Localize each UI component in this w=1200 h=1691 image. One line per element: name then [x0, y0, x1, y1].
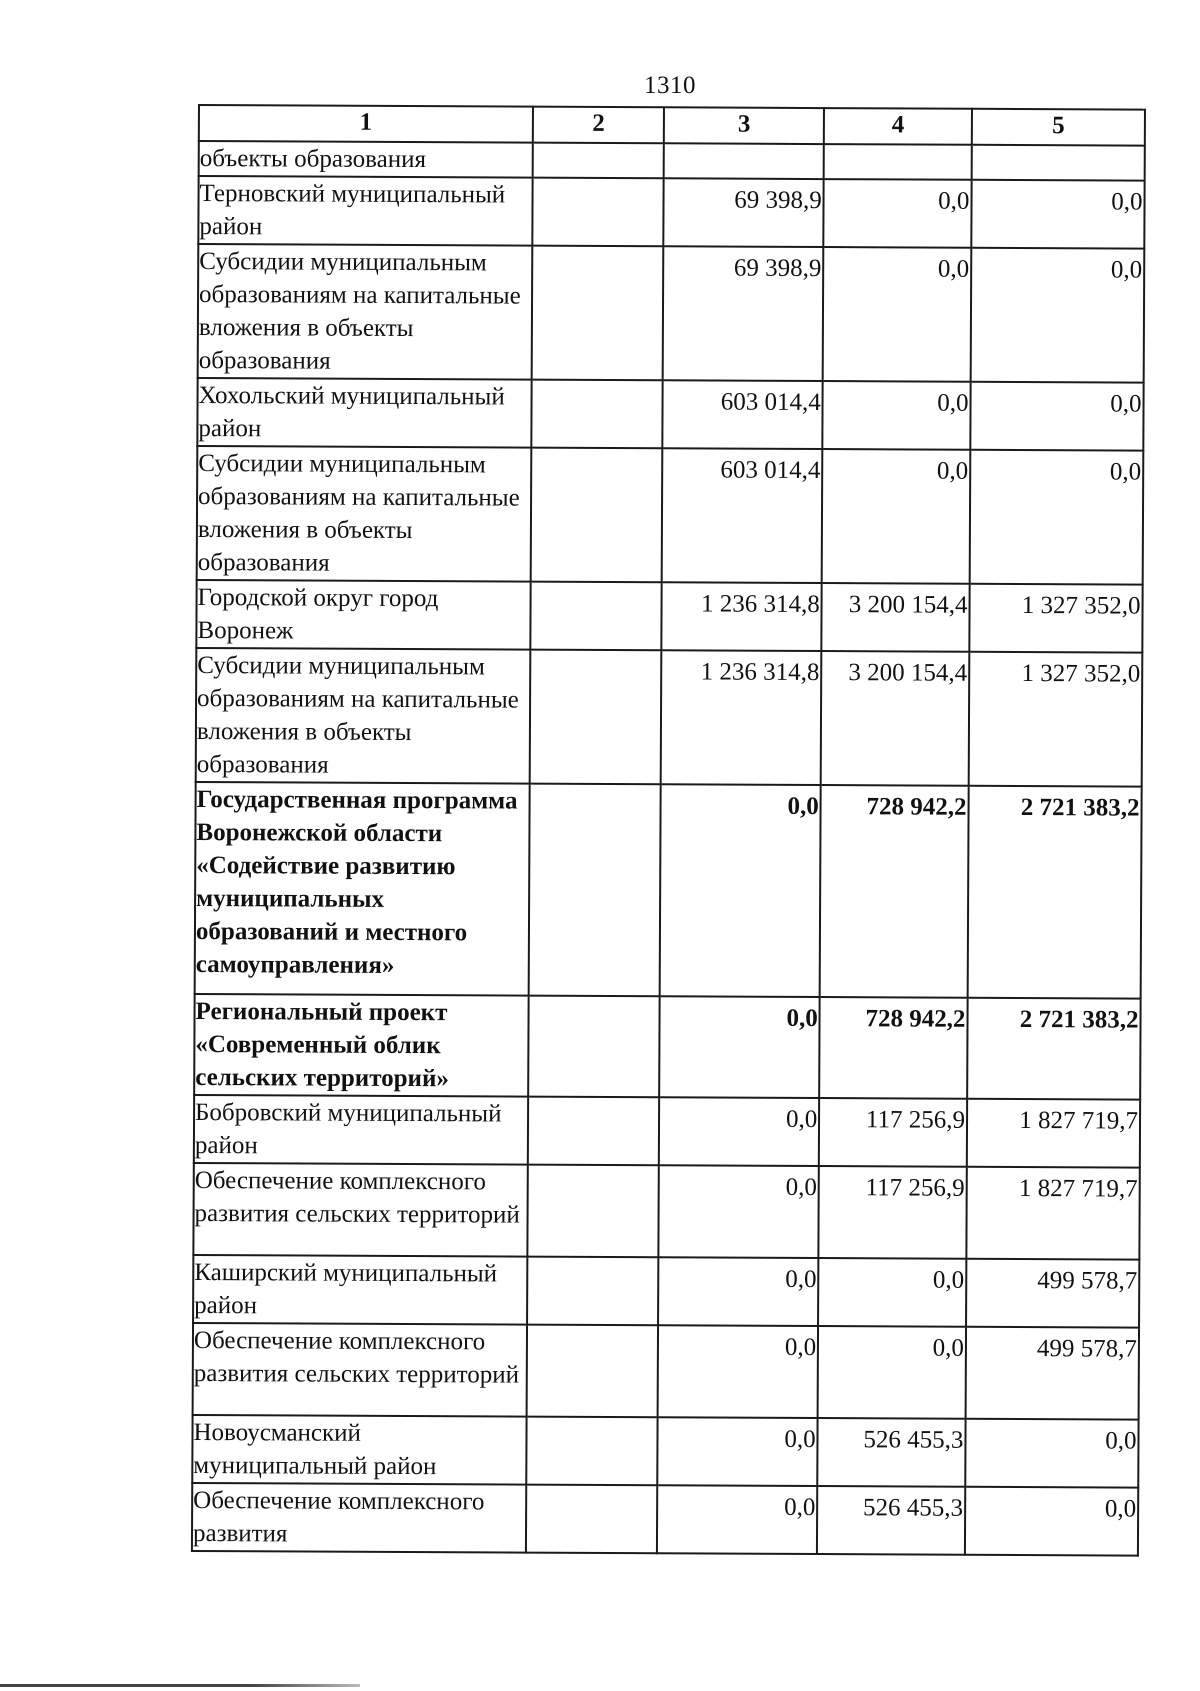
row-col4-cell: 728 942,2 — [820, 785, 969, 998]
row-col2-cell — [531, 448, 663, 583]
row-name-cell: Каширский муниципальный район — [193, 1255, 527, 1325]
row-name-cell: Обеспечение комплексного развития сельских территорий — [193, 1323, 527, 1417]
row-col5-cell: 0,0 — [965, 1419, 1138, 1488]
row-col3-cell: 603 014,4 — [663, 380, 823, 449]
row-col4-cell: 0,0 — [823, 247, 971, 382]
row-col4-cell: 3 200 154,4 — [822, 583, 970, 652]
row-name-cell: объекты образования — [199, 141, 533, 178]
row-col4-cell: 728 942,2 — [819, 997, 967, 1099]
row-col5-cell: 1 327 352,0 — [969, 652, 1143, 787]
row-name-cell: Обеспечение комплексного развития сельских территорий — [193, 1163, 527, 1257]
row-col3-cell: 0,0 — [659, 1097, 819, 1166]
row-col2-cell — [527, 1257, 659, 1326]
table-row — [195, 782, 1142, 999]
header-row — [199, 105, 1145, 146]
table-row — [194, 1095, 1140, 1168]
row-col4-cell: 526 455,3 — [817, 1418, 965, 1487]
row-name-cell: Субсидии муниципальным образованиям на капитальные вложения в объекты образования — [197, 446, 532, 582]
row-col2-cell — [526, 1325, 658, 1418]
row-name-cell: Государственная программа Воронежской области «Содействие развитию муниципальных образований и местного самоуправления» — [195, 782, 530, 996]
row-col3-cell: 0,0 — [660, 784, 821, 997]
row-col2-cell — [530, 582, 662, 651]
row-col2-cell — [528, 1097, 660, 1166]
row-col5-cell: 0,0 — [971, 248, 1145, 383]
row-col5-cell: 499 578,7 — [966, 1327, 1140, 1420]
row-col5-cell: 1 327 352,0 — [969, 584, 1142, 653]
row-name-cell: Новоусманский муниципальный район — [192, 1415, 526, 1485]
header-col-1: 1 — [199, 105, 533, 143]
row-col5-cell: 1 827 719,7 — [967, 1099, 1140, 1168]
row-col2-cell — [532, 178, 664, 247]
table-row — [196, 580, 1142, 653]
table-row — [192, 1483, 1138, 1556]
row-col4-cell: 3 200 154,4 — [821, 651, 969, 786]
row-col5-cell: 2 721 383,2 — [967, 998, 1141, 1100]
row-col2-cell — [532, 246, 664, 381]
row-col3-cell: 603 014,4 — [662, 448, 822, 583]
row-name-cell: Терновский муниципальный район — [198, 176, 532, 246]
row-col3-cell: 0,0 — [657, 1485, 817, 1554]
table-header — [199, 105, 1145, 146]
header-col-2: 2 — [533, 107, 665, 144]
row-col2-cell — [533, 143, 665, 179]
row-col3-cell: 69 398,9 — [664, 178, 824, 247]
row-col5-cell: 0,0 — [970, 450, 1144, 585]
row-name-cell: Обеспечение комплексного развития — [192, 1483, 526, 1553]
row-col4-cell: 117 256,9 — [819, 1166, 967, 1259]
table-row — [197, 378, 1143, 451]
row-col2-cell — [530, 650, 662, 785]
row-name-cell: Региональный проект «Современный облик сельских территорий» — [194, 994, 528, 1097]
row-name-cell: Городской округ город Воронеж — [196, 580, 530, 650]
row-col5-cell: 2 721 383,2 — [968, 786, 1142, 999]
row-col3-cell: 1 236 314,8 — [662, 582, 822, 651]
row-col3-cell: 1 236 314,8 — [661, 650, 821, 785]
row-col4-cell: 0,0 — [824, 179, 972, 248]
table-row — [197, 446, 1144, 585]
row-col2-cell — [531, 380, 663, 449]
row-col2-cell — [528, 996, 660, 1098]
row-name-cell: Субсидии муниципальным образованиям на капитальные вложения в объекты образования — [198, 244, 533, 380]
row-col3-cell: 69 398,9 — [663, 246, 823, 381]
row-col4-cell: 0,0 — [818, 1258, 966, 1327]
row-name-cell: Субсидии муниципальным образованиям на капитальные вложения в объекты образования — [196, 648, 531, 784]
row-col4-cell: 0,0 — [818, 1326, 966, 1419]
row-col2-cell — [526, 1485, 658, 1554]
header-col-4: 4 — [824, 108, 972, 145]
row-name-cell: Бобровский муниципальный район — [194, 1095, 528, 1165]
row-col3-cell — [664, 143, 824, 179]
table-row — [192, 1415, 1138, 1488]
row-col4-cell: 117 256,9 — [819, 1098, 967, 1167]
budget-table — [191, 104, 1146, 1557]
row-col5-cell: 499 578,7 — [966, 1259, 1139, 1328]
row-col2-cell — [527, 1165, 659, 1258]
row-col4-cell: 0,0 — [823, 381, 971, 450]
row-col5-cell: 0,0 — [971, 180, 1144, 249]
row-col3-cell: 0,0 — [658, 1417, 818, 1486]
header-col-5: 5 — [972, 109, 1145, 146]
row-col5-cell: 0,0 — [965, 1487, 1138, 1556]
table-row — [194, 994, 1140, 1100]
row-col3-cell: 0,0 — [658, 1325, 818, 1418]
table-row — [193, 1323, 1139, 1420]
row-col4-cell — [824, 144, 972, 180]
page-number: 1310 — [644, 72, 696, 99]
table-row — [199, 141, 1145, 181]
table-row — [198, 244, 1145, 383]
row-col3-cell: 0,0 — [660, 996, 820, 1098]
row-col4-cell: 526 455,3 — [817, 1486, 965, 1555]
scan-edge-line — [0, 1684, 360, 1687]
header-col-3: 3 — [664, 107, 824, 144]
table-body — [192, 141, 1145, 1556]
row-col5-cell — [972, 145, 1145, 181]
row-col5-cell: 1 827 719,7 — [966, 1167, 1140, 1260]
table-row — [193, 1255, 1139, 1328]
table-row — [198, 176, 1144, 249]
row-col2-cell — [529, 784, 662, 997]
budget-table-container — [191, 104, 1146, 1557]
row-col2-cell — [526, 1417, 658, 1486]
table-row — [193, 1163, 1139, 1260]
table-row — [196, 648, 1143, 787]
row-col5-cell: 0,0 — [970, 382, 1143, 451]
row-name-cell: Хохольский муниципальный район — [197, 378, 531, 448]
row-col4-cell: 0,0 — [822, 449, 970, 584]
row-col3-cell: 0,0 — [659, 1165, 819, 1258]
row-col3-cell: 0,0 — [658, 1257, 818, 1326]
